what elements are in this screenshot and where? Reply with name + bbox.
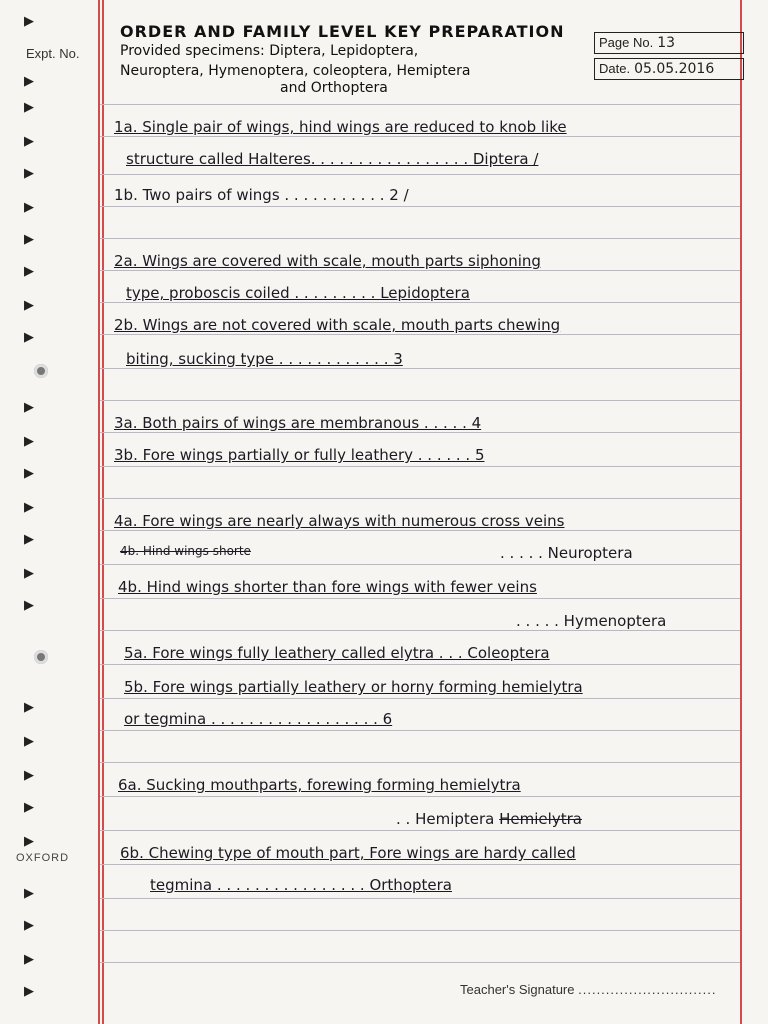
binding-mark: ▶ [24, 14, 34, 29]
date-box [594, 58, 744, 80]
binder-hole [34, 364, 48, 378]
binding-mark: ▶ [24, 232, 34, 247]
binding-mark: ▶ [24, 734, 34, 749]
rule-line [100, 762, 740, 763]
rule-line [100, 698, 740, 699]
rule-line [100, 498, 740, 499]
brand-logo: OXFORD [16, 852, 70, 864]
key-line-6a-result-text: . . Hemiptera [396, 810, 495, 828]
rule-line [100, 174, 740, 175]
binding-mark: ▶ [24, 434, 34, 449]
binding-mark: ▶ [24, 834, 34, 849]
key-line-2a: 2a. Wings are covered with scale, mouth parts siphoning [114, 252, 541, 270]
rule-line [100, 930, 740, 931]
key-line-5b-cont: or tegmina . . . . . . . . . . . . . . . . . . 6 [124, 710, 393, 728]
date-label: Date. [599, 61, 631, 76]
heading-subtitle-2: Neuroptera, Hymenoptera, coleoptera, Hemiptera [120, 63, 471, 79]
rule-line [100, 466, 740, 467]
binding-mark: ▶ [24, 330, 34, 345]
key-line-1b: 1b. Two pairs of wings . . . . . . . . . . . 2 / [114, 186, 409, 204]
binding-mark: ▶ [24, 466, 34, 481]
key-line-4a: 4a. Fore wings are nearly always with numerous cross veins [114, 512, 565, 530]
binder-hole [34, 650, 48, 664]
binding-mark: ▶ [24, 100, 34, 115]
binding-mark: ▶ [24, 952, 34, 967]
page-no-value: 13 [657, 35, 676, 51]
page-heading [120, 22, 600, 95]
key-line-6a-struck: Hemielytra [499, 810, 582, 828]
rule-line [100, 302, 740, 303]
binding-mark: ▶ [24, 532, 34, 547]
binding-mark: ▶ [24, 886, 34, 901]
key-line-4b-result: . . . . . Hymenoptera [516, 612, 667, 630]
expt-no-label: Expt. No. [26, 46, 80, 61]
binding-mark: ▶ [24, 400, 34, 415]
page-no-label: Page No. [599, 35, 654, 50]
rule-line [100, 962, 740, 963]
key-line-2b-cont: biting, sucking type . . . . . . . . . . . . 3 [126, 350, 403, 368]
key-line-4b: 4b. Hind wings shorter than fore wings with fewer veins [118, 578, 537, 596]
binding-mark: ▶ [24, 264, 34, 279]
rule-line [100, 400, 740, 401]
rule-line [100, 864, 740, 865]
key-line-6b: 6b. Chewing type of mouth part, Fore wings are hardy called [120, 844, 576, 862]
key-line-5a: 5a. Fore wings fully leathery called elytra . . . Coleoptera [124, 644, 550, 662]
rule-line [100, 530, 740, 531]
binding-mark: ▶ [24, 134, 34, 149]
key-line-2a-cont: type, proboscis coiled . . . . . . . . . Lepidoptera [126, 284, 470, 302]
binding-mark: ▶ [24, 566, 34, 581]
heading-subtitle-3: and Orthoptera [280, 80, 388, 96]
rule-line [100, 830, 740, 831]
rule-line [100, 630, 740, 631]
key-line-3a: 3a. Both pairs of wings are membranous . . . . . 4 [114, 414, 482, 432]
rule-line [100, 898, 740, 899]
margin-line-left-inner [102, 0, 104, 1024]
binding-mark: ▶ [24, 800, 34, 815]
rule-line [100, 136, 740, 137]
binding-mark: ▶ [24, 166, 34, 181]
rule-line [100, 270, 740, 271]
binding-mark: ▶ [24, 200, 34, 215]
rule-line [100, 368, 740, 369]
heading-subtitle-1: Provided specimens: Diptera, Lepidoptera, [120, 43, 419, 59]
signature-label: Teacher's Signature [460, 982, 575, 997]
margin-line-left [98, 0, 100, 1024]
rule-line [100, 598, 740, 599]
key-line-5b: 5b. Fore wings partially leathery or horny forming hemielytra [124, 678, 583, 696]
page-no-box [594, 32, 744, 54]
binding-mark: ▶ [24, 74, 34, 89]
heading-title: ORDER AND FAMILY LEVEL KEY PREPARATION [120, 22, 565, 41]
rule-line [100, 206, 740, 207]
key-line-6a-result [396, 810, 582, 828]
key-line-6b-cont: tegmina . . . . . . . . . . . . . . . . Orthoptera [150, 876, 452, 894]
key-line-2b: 2b. Wings are not covered with scale, mouth parts chewing [114, 316, 561, 334]
binding-mark: ▶ [24, 298, 34, 313]
key-line-1a-cont: structure called Halteres. . . . . . . . . . . . . . . . . Diptera / [126, 150, 539, 168]
rule-line [100, 730, 740, 731]
date-value: 05.05.2016 [634, 61, 715, 77]
binding-mark: ▶ [24, 768, 34, 783]
key-line-4a-result: . . . . . Neuroptera [500, 544, 633, 562]
rule-line [100, 432, 740, 433]
binding-mark: ▶ [24, 700, 34, 715]
binding-mark: ▶ [24, 598, 34, 613]
teacher-signature [460, 982, 716, 997]
binding-mark: ▶ [24, 918, 34, 933]
rule-line [100, 104, 740, 105]
rule-line [100, 564, 740, 565]
rule-line [100, 664, 740, 665]
key-line-3b: 3b. Fore wings partially or fully leathery . . . . . . 5 [114, 446, 485, 464]
binding-mark: ▶ [24, 984, 34, 999]
binding-mark: ▶ [24, 500, 34, 515]
signature-line: .............................. [578, 982, 717, 997]
key-line-6a: 6a. Sucking mouthparts, forewing forming hemielytra [118, 776, 521, 794]
margin-line-right [740, 0, 742, 1024]
key-line-1a: 1a. Single pair of wings, hind wings are reduced to knob like [114, 118, 567, 136]
rule-line [100, 238, 740, 239]
rule-line [100, 796, 740, 797]
key-line-4a-struck: 4b. Hind wings shorte [120, 544, 251, 558]
rule-line [100, 334, 740, 335]
